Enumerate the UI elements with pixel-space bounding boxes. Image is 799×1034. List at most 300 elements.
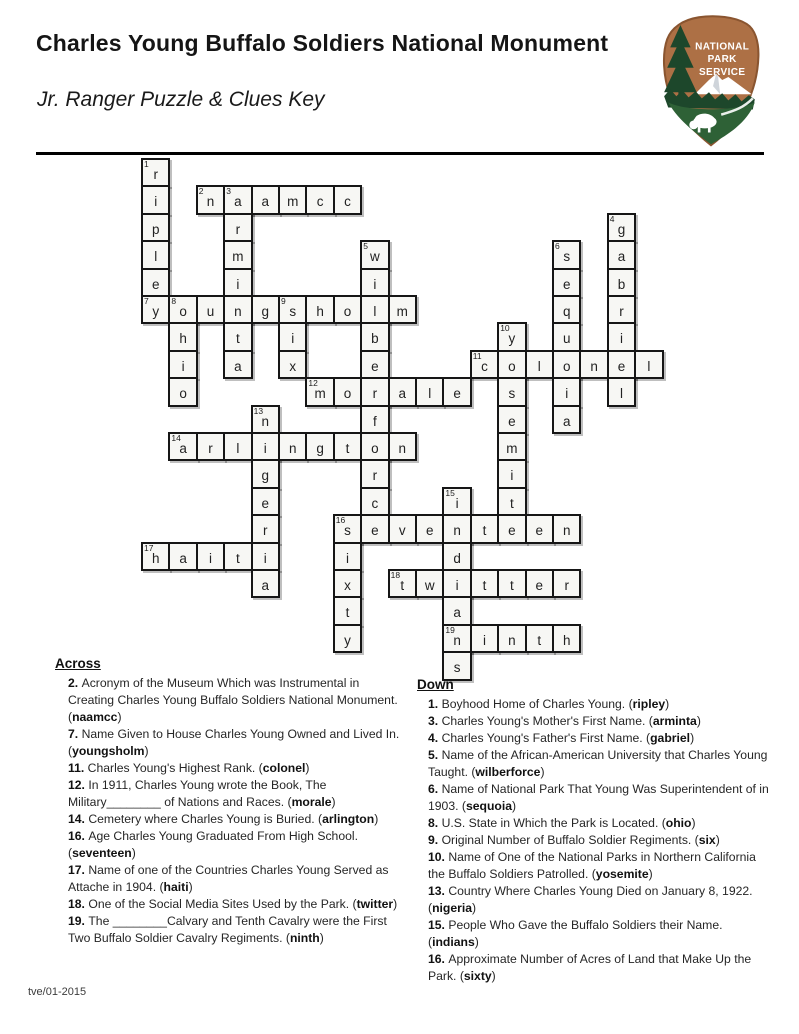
clue-answer: nigeria bbox=[432, 901, 473, 915]
cell-letter: o bbox=[343, 386, 352, 402]
cell-letter: n bbox=[288, 441, 297, 456]
grid-cell bbox=[141, 295, 170, 324]
cell-letter: e bbox=[371, 358, 379, 374]
clue-number: 5. bbox=[428, 748, 442, 762]
cell-letter: a bbox=[234, 358, 242, 374]
grid-cell bbox=[223, 432, 252, 461]
cell-number: 17 bbox=[144, 542, 154, 553]
clue-across-19: 19. The ________Calvary and Tenth Cavalry were the First Two Buffalo Soldier Cavalry Regiments. (ninth) bbox=[68, 914, 387, 945]
cell-number: 10 bbox=[500, 323, 510, 334]
grid-cell bbox=[497, 322, 526, 351]
cell-number: 6 bbox=[555, 241, 560, 252]
grid-cell bbox=[360, 405, 389, 434]
cell-letter: e bbox=[371, 523, 379, 539]
cell-letter: e bbox=[535, 523, 544, 539]
cell-letter: i bbox=[236, 276, 240, 292]
cell-number: 4 bbox=[609, 213, 615, 224]
header-divider bbox=[36, 152, 764, 155]
cell-letter: t bbox=[400, 578, 405, 593]
grid-cell bbox=[415, 514, 444, 543]
grid-cell bbox=[333, 432, 362, 461]
cell-letter: a bbox=[617, 249, 626, 265]
grid-cell bbox=[223, 542, 252, 571]
cell-number: 14 bbox=[171, 433, 181, 443]
grid-cell bbox=[333, 185, 362, 214]
grid-cell bbox=[360, 295, 389, 324]
grid-cell bbox=[388, 514, 417, 543]
cell-letter: a bbox=[398, 386, 407, 402]
grid-cell bbox=[251, 405, 280, 434]
grid-cell bbox=[442, 596, 471, 625]
cell-letter: n bbox=[453, 523, 461, 539]
grid-cell bbox=[470, 569, 499, 598]
cell-letter: n bbox=[261, 413, 270, 429]
cell-letter: g bbox=[261, 468, 270, 484]
grid-cell bbox=[360, 377, 389, 406]
grid-cell bbox=[442, 624, 471, 653]
grid-cell bbox=[360, 459, 389, 488]
cell-letter: e bbox=[535, 578, 544, 593]
grid-cell bbox=[168, 377, 197, 406]
grid-cell bbox=[497, 487, 526, 516]
cell-letter: l bbox=[428, 386, 432, 402]
cell-letter: p bbox=[151, 221, 160, 237]
cell-letter: m bbox=[232, 249, 244, 265]
clue-across-14: 14. Cemetery where Charles Young is Buried. (arlington) bbox=[68, 812, 379, 826]
grid-cell bbox=[278, 295, 307, 324]
clue-number: 7. bbox=[68, 727, 82, 741]
cell-number: 16 bbox=[335, 515, 346, 526]
cell-number: 9 bbox=[281, 296, 286, 306]
grid-cell bbox=[552, 295, 581, 324]
cell-letter: c bbox=[316, 194, 324, 210]
clue-answer: ninth bbox=[289, 931, 320, 945]
cell-letter: e bbox=[508, 523, 516, 539]
cell-letter: q bbox=[562, 304, 571, 319]
clue-answer: youngsholm bbox=[72, 744, 145, 758]
clue-number: 3. bbox=[428, 714, 442, 728]
clue-number: 18. bbox=[68, 897, 89, 911]
cell-letter: r bbox=[235, 221, 241, 237]
clue-number: 12. bbox=[68, 778, 89, 792]
cell-letter: n bbox=[234, 304, 242, 319]
grid-cell bbox=[305, 377, 334, 406]
clue-number: 13. bbox=[428, 884, 449, 898]
clue-number: 2. bbox=[68, 676, 82, 690]
clue-down-15: 15. People Who Gave the Buffalo Soldiers their Name. (indians) bbox=[428, 918, 723, 949]
clue-number: 8. bbox=[428, 816, 442, 830]
cell-letter: l bbox=[537, 358, 541, 374]
cell-letter: n bbox=[398, 441, 407, 456]
clue-answer: ohio bbox=[665, 816, 692, 830]
grid-cell bbox=[497, 377, 526, 406]
cell-number: 2 bbox=[198, 186, 204, 197]
grid-cell bbox=[360, 322, 389, 351]
grid-cell bbox=[415, 569, 444, 598]
clue-answer: colonel bbox=[262, 761, 306, 775]
grid-cell bbox=[442, 542, 471, 571]
cell-number: 7 bbox=[144, 296, 149, 306]
cell-letter: w bbox=[424, 578, 435, 593]
clue-answer: sequoia bbox=[465, 799, 513, 813]
cell-letter: s bbox=[508, 386, 516, 402]
cell-letter: l bbox=[619, 386, 623, 402]
clue-across-17: 17. Name of one of the Countries Charles Young Served as Attache in 1904. (haiti) bbox=[68, 863, 389, 894]
cell-letter: e bbox=[617, 358, 626, 374]
grid-cell bbox=[360, 268, 389, 297]
nps-arrowhead-icon bbox=[658, 12, 764, 148]
grid-cell bbox=[168, 350, 197, 379]
cell-letter: h bbox=[151, 550, 160, 566]
cell-letter: s bbox=[289, 304, 297, 319]
grid-cell bbox=[525, 569, 554, 598]
cell-letter: r bbox=[153, 167, 158, 182]
clue-across-7: 7. Name Given to House Charles Young Owned and Lived In. (youngsholm) bbox=[68, 727, 400, 758]
clue-across-16: 16. Age Charles Young Graduated From High School. (seventeen) bbox=[68, 829, 358, 860]
cell-number: 12 bbox=[308, 378, 318, 389]
grid-cell bbox=[278, 185, 307, 214]
grid-cell bbox=[552, 377, 581, 406]
cell-number: 11 bbox=[472, 350, 482, 361]
clue-down-16: 16. Approximate Number of Acres of Land that Make Up the Park. (sixty) bbox=[428, 952, 752, 983]
grid-cell bbox=[141, 268, 170, 297]
cell-letter: b bbox=[617, 276, 626, 292]
cell-letter: f bbox=[373, 413, 377, 429]
cell-letter: s bbox=[453, 660, 461, 676]
grid-cell bbox=[333, 295, 362, 324]
grid-cell bbox=[168, 322, 197, 351]
across-section bbox=[55, 656, 410, 947]
grid-cell bbox=[360, 432, 389, 461]
cell-letter: c bbox=[344, 194, 351, 210]
cell-letter: l bbox=[373, 304, 377, 319]
clue-number: 17. bbox=[68, 863, 89, 877]
clue-number: 16. bbox=[68, 829, 89, 843]
cell-letter: o bbox=[179, 304, 187, 319]
nps-arrowhead-logo bbox=[658, 12, 764, 148]
clue-number: 19. bbox=[68, 914, 89, 928]
grid-cell bbox=[607, 240, 636, 269]
cell-letter: x bbox=[289, 358, 297, 374]
grid-cell bbox=[607, 268, 636, 297]
cell-letter: n bbox=[562, 523, 571, 539]
across-heading: Across bbox=[55, 656, 101, 671]
page-title: Charles Young Buffalo Soldiers National Monument bbox=[36, 30, 609, 56]
cell-letter: m bbox=[314, 386, 326, 402]
cell-letter: e bbox=[151, 276, 160, 292]
grid-cell bbox=[497, 350, 526, 379]
grid-cell bbox=[497, 459, 526, 488]
clue-answer: haiti bbox=[163, 880, 189, 894]
clue-answer: wilberforce bbox=[475, 765, 541, 779]
clue-number: 1. bbox=[428, 697, 442, 711]
clue-down-6: 6. Name of National Park That Young Was Superintendent of in 1903. (sequoia) bbox=[428, 782, 769, 813]
grid-cell bbox=[607, 350, 636, 379]
grid-cell bbox=[196, 185, 225, 214]
cell-letter: y bbox=[152, 304, 160, 319]
grid-cell bbox=[607, 377, 636, 406]
clue-number: 16. bbox=[428, 952, 449, 966]
grid-cell bbox=[442, 514, 471, 543]
grid-cell bbox=[442, 487, 471, 516]
grid-cell bbox=[442, 377, 471, 406]
grid-cell bbox=[196, 295, 225, 324]
clue-number: 9. bbox=[428, 833, 442, 847]
grid-cell bbox=[305, 432, 334, 461]
clue-number: 15. bbox=[428, 918, 449, 932]
cell-letter: e bbox=[425, 523, 434, 539]
clue-answer: seventeen bbox=[72, 846, 132, 860]
cell-letter: r bbox=[564, 578, 569, 593]
grid-cell bbox=[251, 569, 280, 598]
grid-cell bbox=[552, 322, 581, 351]
grid-cell bbox=[497, 569, 526, 598]
cell-number: 19 bbox=[445, 624, 455, 635]
clue-across-2: 2. Acronym of the Museum Which was Instrumental in Creating Charles Young Buffalo Soldiers National Monument. (naamcc) bbox=[68, 676, 398, 724]
grid-cell bbox=[251, 432, 280, 461]
grid-cell bbox=[388, 295, 417, 324]
across-clue-list bbox=[68, 675, 403, 947]
grid-cell bbox=[634, 350, 663, 379]
cell-letter: d bbox=[453, 550, 461, 566]
cell-letter: a bbox=[261, 578, 270, 593]
cell-letter: a bbox=[453, 605, 461, 621]
svg-text:NATIONAL: NATIONAL bbox=[695, 41, 750, 53]
cell-letter: i bbox=[482, 632, 486, 648]
cell-letter: i bbox=[455, 495, 459, 511]
grid-cell bbox=[552, 514, 581, 543]
cell-number: 13 bbox=[253, 405, 264, 416]
grid-cell bbox=[251, 185, 280, 214]
cell-letter: i bbox=[263, 441, 267, 456]
clue-number: 4. bbox=[428, 731, 442, 745]
clue-answer: six bbox=[698, 833, 716, 847]
svg-text:PARK: PARK bbox=[707, 54, 737, 66]
clue-answer: ripley bbox=[632, 697, 666, 711]
grid-cell bbox=[333, 569, 362, 598]
cell-letter: e bbox=[508, 413, 516, 429]
cell-letter: n bbox=[453, 632, 461, 648]
grid-cell bbox=[196, 542, 225, 571]
cell-letter: v bbox=[398, 523, 406, 539]
cell-letter: u bbox=[206, 304, 215, 319]
grid-cell bbox=[579, 350, 608, 379]
grid-cell bbox=[552, 240, 581, 269]
page-subtitle: Jr. Ranger Puzzle & Clues Key bbox=[37, 88, 325, 111]
grid-cell bbox=[607, 213, 636, 242]
cell-letter: r bbox=[372, 468, 378, 484]
clue-answer: gabriel bbox=[650, 731, 691, 745]
cell-letter: y bbox=[508, 331, 516, 347]
cell-letter: y bbox=[344, 632, 351, 648]
cell-letter: e bbox=[562, 276, 571, 292]
grid-cell bbox=[360, 350, 389, 379]
cell-letter: h bbox=[179, 331, 187, 347]
cell-letter: t bbox=[510, 578, 514, 593]
clue-down-9: 9. Original Number of Buffalo Soldier Regiments. (six) bbox=[428, 833, 720, 847]
grid-cell bbox=[360, 240, 389, 269]
cell-letter: a bbox=[562, 413, 571, 429]
cell-letter: c bbox=[481, 358, 488, 374]
cell-letter: a bbox=[261, 194, 270, 210]
grid-cell bbox=[251, 295, 280, 324]
svg-text:SERVICE: SERVICE bbox=[698, 66, 746, 78]
grid-cell bbox=[141, 158, 170, 187]
grid-cell bbox=[360, 487, 389, 516]
cell-letter: t bbox=[345, 441, 350, 456]
cell-letter: h bbox=[562, 632, 571, 648]
grid-cell bbox=[388, 432, 417, 461]
grid-cell bbox=[305, 295, 334, 324]
grid-cell bbox=[141, 240, 170, 269]
clue-down-8: 8. U.S. State in Which the Park is Located. (ohio) bbox=[428, 816, 696, 830]
cell-letter: h bbox=[316, 304, 324, 319]
cell-letter: l bbox=[647, 358, 651, 374]
clue-answer: indians bbox=[432, 935, 475, 949]
cell-letter: a bbox=[234, 194, 242, 210]
grid-cell bbox=[552, 569, 581, 598]
grid-cell bbox=[360, 514, 389, 543]
clue-down-13: 13. Country Where Charles Young Died on January 8, 1922. (nigeria) bbox=[428, 884, 753, 915]
grid-cell bbox=[223, 213, 252, 242]
grid-cell bbox=[305, 185, 334, 214]
cell-letter: i bbox=[619, 331, 623, 347]
clue-number: 10. bbox=[428, 850, 449, 864]
cell-number: 5 bbox=[363, 241, 368, 252]
grid-cell bbox=[278, 322, 307, 351]
cell-letter: g bbox=[617, 221, 626, 237]
cell-number: 8 bbox=[171, 296, 177, 306]
clue-down-5: 5. Name of the African-American University that Charles Young Taught. (wilberforce) bbox=[428, 748, 768, 779]
grid-cell bbox=[223, 268, 252, 297]
cell-letter: t bbox=[345, 605, 350, 621]
grid-cell bbox=[470, 514, 499, 543]
cell-letter: i bbox=[291, 331, 295, 347]
cell-letter: g bbox=[261, 304, 270, 319]
grid-cell bbox=[497, 624, 526, 653]
clue-answer: yosemite bbox=[595, 867, 649, 881]
grid-cell bbox=[388, 569, 417, 598]
grid-cell bbox=[525, 624, 554, 653]
cell-letter: n bbox=[206, 194, 215, 210]
down-section bbox=[417, 677, 777, 985]
cell-letter: r bbox=[208, 441, 213, 456]
grid-cell bbox=[497, 405, 526, 434]
clue-answer: naamcc bbox=[72, 710, 118, 724]
cell-letter: i bbox=[373, 276, 377, 292]
grid-cell bbox=[333, 624, 362, 653]
cell-letter: t bbox=[236, 331, 240, 347]
cell-letter: r bbox=[619, 304, 624, 319]
grid-cell bbox=[552, 268, 581, 297]
grid-cell bbox=[525, 350, 554, 379]
cell-letter: s bbox=[563, 249, 571, 265]
grid-cell bbox=[497, 514, 526, 543]
grid-cell bbox=[168, 542, 197, 571]
cell-letter: m bbox=[287, 194, 299, 210]
cell-letter: i bbox=[345, 550, 349, 566]
cell-letter: t bbox=[482, 523, 487, 539]
cell-letter: o bbox=[562, 358, 571, 374]
clue-number: 14. bbox=[68, 812, 89, 826]
cell-letter: i bbox=[181, 358, 185, 374]
grid-cell bbox=[251, 487, 280, 516]
grid-cell bbox=[415, 377, 444, 406]
cell-letter: i bbox=[510, 468, 514, 484]
down-heading: Down bbox=[417, 677, 454, 692]
grid-cell bbox=[251, 514, 280, 543]
cell-letter: i bbox=[455, 578, 459, 593]
cell-letter: a bbox=[179, 550, 187, 566]
clue-answer: arminta bbox=[652, 714, 697, 728]
grid-cell bbox=[607, 322, 636, 351]
grid-cell bbox=[223, 295, 252, 324]
cell-number: 15 bbox=[445, 487, 455, 498]
cell-letter: i bbox=[208, 550, 212, 566]
grid-cell bbox=[168, 432, 197, 461]
grid-cell bbox=[251, 459, 280, 488]
cell-letter: m bbox=[396, 304, 408, 319]
cell-letter: e bbox=[261, 495, 270, 511]
cell-letter: r bbox=[263, 523, 268, 539]
grid-cell bbox=[223, 350, 252, 379]
cell-number: 1 bbox=[144, 159, 149, 169]
cell-letter: s bbox=[344, 523, 351, 539]
grid-cell bbox=[333, 596, 362, 625]
grid-cell bbox=[497, 432, 526, 461]
cell-letter: t bbox=[510, 495, 514, 511]
clue-down-10: 10. Name of One of the National Parks in Northern California the Buffalo Soldiers Patrolled. (yosemite) bbox=[428, 850, 756, 881]
cell-letter: u bbox=[562, 331, 571, 347]
grid-cell bbox=[552, 624, 581, 653]
down-clue-list bbox=[428, 696, 772, 985]
clue-down-3: 3. Charles Young's Mother's First Name. (arminta) bbox=[428, 714, 701, 728]
cell-letter: i bbox=[263, 550, 267, 566]
cell-letter: o bbox=[179, 386, 187, 402]
grid-cell bbox=[141, 213, 170, 242]
grid-cell bbox=[223, 322, 252, 351]
cell-number: 3 bbox=[226, 186, 231, 197]
cell-letter: w bbox=[370, 249, 380, 265]
clue-answer: sixty bbox=[463, 969, 492, 983]
cell-letter: m bbox=[506, 441, 518, 456]
cell-letter: b bbox=[371, 331, 379, 347]
footer-credit: tve/01-2015 bbox=[28, 986, 87, 998]
grid-cell bbox=[278, 432, 307, 461]
clue-down-4: 4. Charles Young's Father's First Name. (gabriel) bbox=[428, 731, 695, 745]
clue-answer: arlington bbox=[322, 812, 375, 826]
clue-down-1: 1. Boyhood Home of Charles Young. (ripley) bbox=[428, 697, 670, 711]
clue-answer: twitter bbox=[356, 897, 394, 911]
grid-cell bbox=[168, 295, 197, 324]
grid-cell bbox=[141, 185, 170, 214]
cell-letter: n bbox=[590, 358, 598, 374]
cell-letter: a bbox=[179, 441, 187, 456]
grid-cell bbox=[333, 542, 362, 571]
clue-across-18: 18. One of the Social Media Sites Used by the Park. (twitter) bbox=[68, 897, 398, 911]
grid-cell bbox=[223, 185, 252, 214]
grid-cell bbox=[525, 514, 554, 543]
grid-cell bbox=[552, 350, 581, 379]
clue-across-11: 11. Charles Young's Highest Rank. (colonel) bbox=[68, 761, 310, 775]
grid-cell bbox=[251, 542, 280, 571]
cell-letter: o bbox=[508, 358, 516, 374]
grid-cell bbox=[333, 377, 362, 406]
clue-number: 6. bbox=[428, 782, 442, 796]
cell-letter: g bbox=[316, 441, 324, 456]
cell-letter: l bbox=[236, 441, 240, 456]
grid-cell bbox=[141, 542, 170, 571]
